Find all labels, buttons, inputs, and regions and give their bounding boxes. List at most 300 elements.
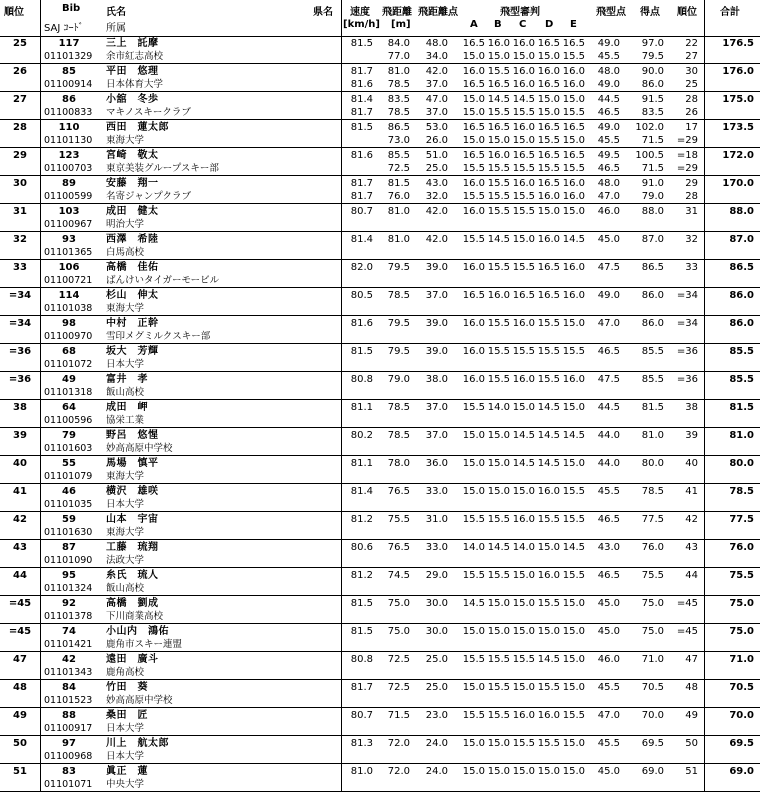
judge-e-score: 16.0 <box>562 79 585 90</box>
column-divider <box>704 64 705 92</box>
total-value: 78.5 <box>729 486 754 497</box>
style-points-value: 48.0 <box>597 178 620 189</box>
speed-value: 81.7 <box>350 191 373 202</box>
points-value: 75.0 <box>641 626 664 637</box>
judge-e-score: 15.5 <box>562 107 585 118</box>
round-rank-value: 49 <box>685 710 698 721</box>
column-divider <box>704 736 705 764</box>
saj-code-value: 01101378 <box>44 611 93 622</box>
judge-d-score: 15.5 <box>537 598 560 609</box>
rank-value: 40 <box>13 458 27 469</box>
round-rank-value: 38 <box>685 402 698 413</box>
points-value: 85.5 <box>641 374 664 385</box>
header-bib: Bib <box>62 3 81 14</box>
table-row <box>0 764 760 792</box>
judge-a-score: 15.5 <box>462 570 485 581</box>
column-divider <box>704 652 705 680</box>
bib-value: 123 <box>58 150 80 161</box>
judge-c-score: 14.5 <box>512 94 535 105</box>
column-divider <box>341 232 342 260</box>
header-prefecture: 県名 <box>313 7 333 18</box>
speed-value: 81.4 <box>350 234 373 245</box>
speed-value: 81.7 <box>350 682 373 693</box>
distance-value: 79.5 <box>387 318 410 329</box>
column-divider <box>704 764 705 792</box>
distance-value: 79.5 <box>387 346 410 357</box>
judge-c-score: 15.0 <box>512 570 535 581</box>
round-rank-value: 47 <box>685 654 698 665</box>
judge-a-score: 16.5 <box>462 150 485 161</box>
column-divider <box>341 148 342 176</box>
team-value: 名寄ジャンプクラブ <box>106 191 192 202</box>
column-divider <box>704 260 705 288</box>
points-value: 70.0 <box>641 710 664 721</box>
saj-code-value: 01101035 <box>44 499 93 510</box>
column-divider <box>341 204 342 232</box>
table-row <box>0 148 760 176</box>
column-divider <box>704 624 705 652</box>
judge-a-score: 15.0 <box>462 135 485 146</box>
distance-value: 76.0 <box>387 191 410 202</box>
points-value: 75.5 <box>641 570 664 581</box>
table-row <box>0 260 760 288</box>
style-points-value: 45.0 <box>597 234 620 245</box>
total-value: 88.0 <box>729 206 754 217</box>
team-value: 東海大学 <box>106 471 145 482</box>
table-row <box>0 652 760 680</box>
judge-a-score: 15.0 <box>462 766 485 777</box>
total-value: 86.0 <box>729 290 754 301</box>
speed-value: 81.5 <box>350 346 373 357</box>
saj-code-value: 01101071 <box>44 779 93 790</box>
header-judge-a: A <box>470 19 478 30</box>
saj-code-value: 01100917 <box>44 723 93 734</box>
judge-b-score: 15.5 <box>487 163 510 174</box>
column-divider <box>40 260 41 288</box>
speed-value: 80.2 <box>350 430 373 441</box>
judge-d-score: 15.0 <box>537 206 560 217</box>
total-value: 172.0 <box>722 150 754 161</box>
distance-value: 78.5 <box>387 290 410 301</box>
team-value: 明治大学 <box>106 219 145 230</box>
style-points-value: 44.0 <box>597 458 620 469</box>
distance-value: 76.5 <box>387 542 410 553</box>
distance-value: 78.5 <box>387 402 410 413</box>
bib-value: 89 <box>62 178 76 189</box>
saj-code-value: 01101603 <box>44 443 93 454</box>
team-value: 中央大学 <box>106 779 145 790</box>
style-points-value: 46.0 <box>597 206 620 217</box>
saj-code-value: 01101130 <box>44 135 93 146</box>
round-rank-value: 31 <box>685 206 698 217</box>
distance-points-value: 37.0 <box>425 430 448 441</box>
points-value: 91.5 <box>641 94 664 105</box>
judge-d-score: 15.0 <box>537 94 560 105</box>
judge-b-score: 15.5 <box>487 346 510 357</box>
style-points-value: 44.5 <box>597 94 620 105</box>
judge-a-score: 15.0 <box>462 626 485 637</box>
judge-b-score: 15.0 <box>487 486 510 497</box>
judge-e-score: 15.5 <box>562 346 585 357</box>
judge-a-score: 15.0 <box>462 486 485 497</box>
judge-c-score: 14.0 <box>512 542 535 553</box>
round-rank-value: 33 <box>685 262 698 273</box>
judge-b-score: 15.5 <box>487 262 510 273</box>
athlete-name: 宮崎 敬太 <box>106 150 159 161</box>
results-rows <box>0 36 760 792</box>
round-rank-value: =29 <box>676 163 698 174</box>
distance-points-value: 25.0 <box>425 682 448 693</box>
athlete-name: 成田 健太 <box>106 206 159 217</box>
speed-value: 80.8 <box>350 374 373 385</box>
judge-e-score: 16.0 <box>562 374 585 385</box>
style-points-value: 49.5 <box>597 150 620 161</box>
column-divider <box>704 316 705 344</box>
column-divider <box>704 288 705 316</box>
speed-value: 81.4 <box>350 486 373 497</box>
judge-c-score: 15.5 <box>512 654 535 665</box>
judge-c-score: 16.0 <box>512 710 535 721</box>
total-value: 87.0 <box>729 234 754 245</box>
judge-a-score: 15.5 <box>462 191 485 202</box>
style-points-value: 45.5 <box>597 135 620 146</box>
judge-c-score: 16.0 <box>512 66 535 77</box>
table-row <box>0 596 760 624</box>
bib-value: 86 <box>62 94 76 105</box>
rank-value: =34 <box>8 290 32 301</box>
judge-b-score: 15.5 <box>487 191 510 202</box>
column-divider <box>704 92 705 120</box>
points-value: 87.0 <box>641 234 664 245</box>
judge-d-score: 16.5 <box>537 178 560 189</box>
judge-e-score: 15.0 <box>562 738 585 749</box>
table-row <box>0 540 760 568</box>
column-divider <box>341 344 342 372</box>
points-value: 86.5 <box>641 262 664 273</box>
round-rank-value: =36 <box>676 374 698 385</box>
header-round-rank: 順位 <box>677 7 697 18</box>
distance-points-value: 37.0 <box>425 107 448 118</box>
judge-e-score: 14.5 <box>562 542 585 553</box>
judge-e-score: 14.5 <box>562 430 585 441</box>
speed-value: 81.2 <box>350 570 373 581</box>
total-value: 173.5 <box>722 122 754 133</box>
table-row <box>0 316 760 344</box>
judge-c-score: 16.0 <box>512 178 535 189</box>
distance-points-value: 42.0 <box>425 206 448 217</box>
bib-value: 95 <box>62 570 76 581</box>
judge-e-score: 16.0 <box>562 262 585 273</box>
speed-value: 81.0 <box>350 766 373 777</box>
total-value: 77.5 <box>729 514 754 525</box>
judge-d-score: 16.0 <box>537 710 560 721</box>
speed-value: 81.5 <box>350 38 373 49</box>
judge-b-score: 15.0 <box>487 626 510 637</box>
judge-e-score: 15.5 <box>562 710 585 721</box>
team-value: 協栄工業 <box>106 415 145 426</box>
distance-points-value: 39.0 <box>425 262 448 273</box>
round-rank-value: 43 <box>685 542 698 553</box>
athlete-name: 安藤 翔一 <box>106 178 159 189</box>
judge-e-score: 14.5 <box>562 234 585 245</box>
rank-value: 26 <box>13 66 27 77</box>
column-divider <box>341 64 342 92</box>
distance-value: 72.0 <box>387 738 410 749</box>
team-value: ばんけいタイガーモービル <box>106 275 220 286</box>
judge-c-score: 15.0 <box>512 766 535 777</box>
judge-c-score: 15.5 <box>512 346 535 357</box>
distance-value: 71.5 <box>387 710 410 721</box>
judge-a-score: 16.5 <box>462 79 485 90</box>
judge-b-score: 15.5 <box>487 66 510 77</box>
judge-c-score: 14.5 <box>512 430 535 441</box>
header-team: 所属 <box>106 23 126 34</box>
judge-b-score: 15.5 <box>487 374 510 385</box>
athlete-name: 野呂 悠惺 <box>106 430 159 441</box>
points-value: 97.0 <box>641 38 664 49</box>
distance-points-value: 29.0 <box>425 570 448 581</box>
bib-value: 103 <box>58 206 80 217</box>
team-value: 妙高高原中学校 <box>106 695 173 706</box>
saj-code-value: 01101072 <box>44 359 93 370</box>
distance-value: 74.5 <box>387 570 410 581</box>
round-rank-value: 51 <box>685 766 698 777</box>
column-divider <box>40 120 41 148</box>
column-divider <box>40 708 41 736</box>
column-divider <box>704 680 705 708</box>
column-divider <box>341 120 342 148</box>
distance-points-value: 30.0 <box>425 598 448 609</box>
distance-points-value: 34.0 <box>425 51 448 62</box>
saj-code-value: 01100968 <box>44 751 93 762</box>
column-divider <box>341 708 342 736</box>
saj-code-value: 01101343 <box>44 667 93 678</box>
points-value: 86.0 <box>641 318 664 329</box>
distance-points-value: 37.0 <box>425 402 448 413</box>
distance-value: 78.5 <box>387 430 410 441</box>
points-value: 100.5 <box>635 150 664 161</box>
judge-b-score: 14.5 <box>487 234 510 245</box>
total-value: 75.5 <box>729 570 754 581</box>
athlete-name: 西澤 希陸 <box>106 234 159 245</box>
judge-b-score: 15.5 <box>487 682 510 693</box>
athlete-name: 西田 蓮太郎 <box>106 122 169 133</box>
speed-value: 80.5 <box>350 290 373 301</box>
saj-code-value: 01101421 <box>44 639 93 650</box>
judge-c-score: 15.0 <box>512 402 535 413</box>
distance-points-value: 37.0 <box>425 79 448 90</box>
judge-a-score: 15.5 <box>462 514 485 525</box>
saj-code-value: 01100967 <box>44 219 93 230</box>
table-row <box>0 736 760 764</box>
judge-d-score: 16.5 <box>537 79 560 90</box>
saj-code-value: 01100970 <box>44 331 93 342</box>
judge-d-score: 16.0 <box>537 66 560 77</box>
header-speed: 速度 <box>350 7 370 18</box>
bib-value: 59 <box>62 514 76 525</box>
team-value: マキノスキークラブ <box>106 107 191 118</box>
judge-e-score: 15.0 <box>562 654 585 665</box>
table-row <box>0 120 760 148</box>
distance-points-value: 48.0 <box>425 38 448 49</box>
distance-value: 78.5 <box>387 107 410 118</box>
distance-points-value: 42.0 <box>425 234 448 245</box>
table-row <box>0 456 760 484</box>
judge-b-score: 15.5 <box>487 206 510 217</box>
judge-a-score: 15.5 <box>462 163 485 174</box>
table-row <box>0 624 760 652</box>
round-rank-value: 48 <box>685 682 698 693</box>
points-value: 81.5 <box>641 402 664 413</box>
judge-b-score: 16.5 <box>487 122 510 133</box>
column-divider <box>40 288 41 316</box>
style-points-value: 46.5 <box>597 346 620 357</box>
column-divider <box>341 680 342 708</box>
total-value: 70.5 <box>729 682 754 693</box>
column-divider <box>704 484 705 512</box>
distance-value: 81.0 <box>387 66 410 77</box>
table-row <box>0 512 760 540</box>
judge-a-score: 16.5 <box>462 122 485 133</box>
round-rank-value: 29 <box>685 178 698 189</box>
style-points-value: 46.5 <box>597 107 620 118</box>
judge-d-score: 14.5 <box>537 402 560 413</box>
athlete-name: 成田 岬 <box>106 402 148 413</box>
column-divider <box>40 372 41 400</box>
rank-value: 49 <box>13 710 27 721</box>
points-value: 70.5 <box>641 682 664 693</box>
saj-code-value: 01101038 <box>44 303 93 314</box>
bib-value: 79 <box>62 430 76 441</box>
table-row <box>0 428 760 456</box>
athlete-name: 遠田 廣斗 <box>106 654 159 665</box>
speed-value: 81.5 <box>350 122 373 133</box>
judge-d-score: 15.0 <box>537 51 560 62</box>
judge-a-score: 16.5 <box>462 38 485 49</box>
judge-d-score: 16.0 <box>537 486 560 497</box>
bib-value: 49 <box>62 374 76 385</box>
column-divider <box>40 764 41 792</box>
points-value: 91.0 <box>641 178 664 189</box>
team-value: 日本大学 <box>106 359 145 370</box>
style-points-value: 48.0 <box>597 66 620 77</box>
judge-d-score: 15.5 <box>537 514 560 525</box>
judge-e-score: 15.5 <box>562 514 585 525</box>
points-value: 83.5 <box>641 107 664 118</box>
bib-value: 114 <box>58 290 80 301</box>
judge-b-score: 15.5 <box>487 710 510 721</box>
column-divider <box>704 456 705 484</box>
column-divider <box>40 64 41 92</box>
column-divider <box>341 36 342 64</box>
points-value: 86.0 <box>641 290 664 301</box>
header-divider <box>704 0 705 36</box>
distance-value: 72.5 <box>387 654 410 665</box>
rank-value: =45 <box>8 598 32 609</box>
athlete-name: 中村 正幹 <box>106 318 159 329</box>
column-divider <box>704 232 705 260</box>
style-points-value: 49.0 <box>597 38 620 49</box>
header-judge-c: C <box>519 19 527 30</box>
saj-code-value: 01100914 <box>44 79 93 90</box>
speed-value: 81.6 <box>350 318 373 329</box>
distance-value: 85.5 <box>387 150 410 161</box>
table-row <box>0 204 760 232</box>
points-value: 80.0 <box>641 458 664 469</box>
column-divider <box>704 148 705 176</box>
header-total: 合計 <box>720 7 740 18</box>
points-value: 81.0 <box>641 430 664 441</box>
style-points-value: 45.5 <box>597 51 620 62</box>
distance-value: 72.0 <box>387 766 410 777</box>
athlete-name: 杉山 伸太 <box>106 290 159 301</box>
judge-d-score: 15.5 <box>537 738 560 749</box>
team-value: 妙高高原中学校 <box>106 443 173 454</box>
points-value: 79.0 <box>641 191 664 202</box>
rank-value: 42 <box>13 514 27 525</box>
rank-value: 27 <box>13 94 27 105</box>
judge-c-score: 15.5 <box>512 191 535 202</box>
header-judges: 飛型審判 <box>500 7 540 18</box>
speed-value: 81.2 <box>350 514 373 525</box>
table-row <box>0 568 760 596</box>
judge-e-score: 15.0 <box>562 626 585 637</box>
column-divider <box>341 288 342 316</box>
style-points-value: 45.5 <box>597 738 620 749</box>
column-divider <box>704 428 705 456</box>
judge-c-score: 16.0 <box>512 38 535 49</box>
style-points-value: 46.5 <box>597 514 620 525</box>
judge-c-score: 15.5 <box>512 107 535 118</box>
distance-points-value: 53.0 <box>425 122 448 133</box>
judge-a-score: 15.5 <box>462 234 485 245</box>
points-value: 76.0 <box>641 542 664 553</box>
bib-value: 93 <box>62 234 76 245</box>
round-rank-value: 32 <box>685 234 698 245</box>
athlete-name: 横沢 雄咲 <box>106 486 159 497</box>
distance-value: 77.0 <box>387 51 410 62</box>
judge-b-score: 15.5 <box>487 178 510 189</box>
saj-code-value: 01101523 <box>44 695 93 706</box>
judge-d-score: 14.5 <box>537 430 560 441</box>
header-style-points: 飛型点 <box>596 7 626 18</box>
total-value: 176.0 <box>722 66 754 77</box>
table-row <box>0 400 760 428</box>
judge-a-score: 16.0 <box>462 318 485 329</box>
judge-c-score: 15.0 <box>512 486 535 497</box>
distance-points-value: 33.0 <box>425 486 448 497</box>
judge-c-score: 16.0 <box>512 79 535 90</box>
style-points-value: 43.0 <box>597 542 620 553</box>
saj-code-value: 01100703 <box>44 163 93 174</box>
judge-e-score: 15.0 <box>562 402 585 413</box>
judge-b-score: 15.5 <box>487 570 510 581</box>
column-divider <box>704 36 705 64</box>
round-rank-value: 17 <box>685 122 698 133</box>
distance-value: 78.5 <box>387 79 410 90</box>
distance-value: 79.0 <box>387 374 410 385</box>
column-divider <box>704 372 705 400</box>
judge-c-score: 15.5 <box>512 738 535 749</box>
judge-b-score: 15.0 <box>487 458 510 469</box>
column-divider <box>40 456 41 484</box>
athlete-name: 高橋 佳佑 <box>106 262 159 273</box>
header-judge-e: E <box>570 19 577 30</box>
table-row <box>0 484 760 512</box>
column-divider <box>40 36 41 64</box>
rank-value: 44 <box>13 570 27 581</box>
points-value: 75.0 <box>641 598 664 609</box>
